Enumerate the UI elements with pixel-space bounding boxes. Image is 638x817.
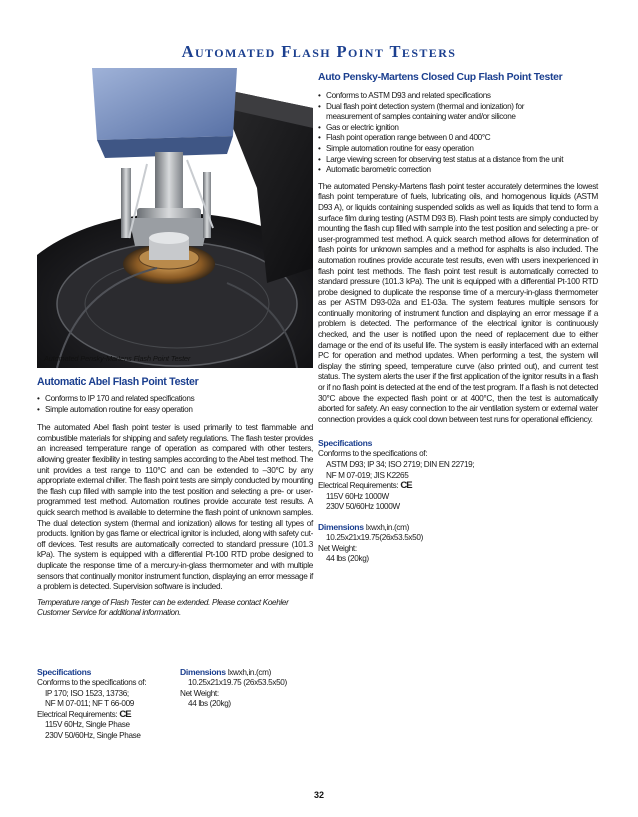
electrical-requirements: [318, 481, 598, 492]
abel-bullet-list: [37, 394, 313, 415]
product-photo: [37, 68, 313, 368]
list-item: • Dual flash point detection system (thermal and ionization) for: [318, 102, 598, 113]
spec-line: 230V 50/60Hz, Single Phase: [45, 730, 141, 740]
dims-value: 10.25x21x19.75 (26x53.5x50): [188, 678, 287, 687]
list-item-continuation: measurement of samples containing water and/or silicone: [326, 112, 516, 122]
abel-dimensions: [180, 667, 320, 710]
pensky-specifications: [318, 438, 598, 513]
spec-line: Conforms to the specifications of:: [318, 449, 428, 459]
spec-line: IP 170; ISO 1523, 13736;: [45, 688, 129, 698]
page-title: Automated Flash Point Testers: [181, 42, 457, 61]
spec-line: 115V 60Hz 1000W: [326, 491, 389, 501]
abel-spec-heading: Specifications: [37, 667, 92, 677]
pensky-spec-heading: Specifications: [318, 438, 373, 449]
spec-line: 230V 50/60Hz 1000W: [326, 502, 400, 512]
dims-unit: lxwxh,in.(cm): [365, 522, 410, 532]
abel-note: Temperature range of Flash Tester can be extended. Please contact Koehler Customer Service for additional information.: [37, 597, 289, 618]
net-weight-label: Net Weight:: [318, 543, 357, 553]
pensky-heading: Auto Pensky-Martens Closed Cup Flash Point Tester: [318, 72, 563, 83]
dims-unit: lxwxh,in.(cm): [227, 668, 272, 677]
spec-line: Conforms to the specifications of:: [37, 678, 147, 687]
pensky-section: [318, 72, 598, 565]
abel-section: [37, 376, 313, 619]
dims-value: 10.25x21x19.75(26x53.5x50): [326, 532, 423, 542]
list-item: • Simple automation routine for easy operation: [37, 405, 313, 416]
spec-line: 115V 60Hz, Single Phase: [45, 720, 130, 730]
net-weight-label: Net Weight:: [180, 688, 219, 698]
list-item: • Conforms to ASTM D93 and related specifications: [318, 91, 598, 102]
dims-heading-label: Dimensions: [180, 667, 226, 677]
photo-caption: Automated Pensky-Martens Flash Point Tester: [44, 354, 191, 363]
ce-mark-icon: CE: [119, 708, 131, 720]
spec-line: NF M 07-011; NF T 66-009: [45, 699, 134, 709]
electrical-label: Electrical Requirements:: [318, 481, 399, 491]
abel-specifications: [37, 667, 177, 742]
page-number: 32: [313, 790, 324, 800]
abel-dims-heading: [180, 667, 320, 678]
pensky-bullet-list: [318, 91, 598, 176]
flash-point-tester-illustration: [37, 68, 313, 368]
spec-line: NF M 07-019; JIS K2265: [326, 470, 409, 480]
list-item: • Large viewing screen for observing test status at a distance from the unit: [318, 155, 598, 166]
electrical-requirements: [37, 710, 177, 721]
list-item: • Automatic barometric correction: [318, 165, 598, 176]
dims-heading-label: Dimensions: [318, 521, 364, 532]
net-weight-value: 44 lbs (20kg): [188, 699, 231, 709]
net-weight-value: 44 lbs (20kg): [326, 554, 369, 564]
list-item: • Flash point operation range between 0 and 400°C: [318, 133, 598, 144]
ce-mark-icon: CE: [400, 480, 412, 492]
list-item: • Conforms to IP 170 and related specifications: [37, 394, 313, 405]
list-item: • Gas or electric ignition: [318, 123, 598, 134]
pensky-dims-heading: [318, 522, 598, 533]
pensky-dimensions: [318, 522, 598, 565]
abel-description: The automated Abel flash point tester is used primarily to test flammable and combustible materials for shipping and safety regulations. The flash tester provides an increased temperature range of operation as compared with other testers, allowing greater flexibility in testing samples according to the Abel test method. The unit provides a test range to 110°C and can be extended to –30°C by any appropriate external chiller. The flash point tests are simply conducted by mounting the flash cup filled with sample into the test position and selecting a pre- or user-programmed test method. Automation routines provide accurate test results. A quick search method is available to determine the flash point of unknown samples. The dual detection system (thermal and ionization) allows for testing all types of products. Ignition by gas flame or electrical ignitor is included, along with safety cut-off devices. Test results are automatically corrected to standard pressure (101.3 kPa). The system is equipped with a differential Pt-100 RTD probe designed to duplicate the response time of a mercury-in-glass thermometer and with multiple sensors that continually monitor instrument function, displaying an error message if a problem is detected. Supervision software is included.: [37, 422, 313, 592]
list-item: • Simple automation routine for easy operation: [318, 144, 598, 155]
abel-heading: Automatic Abel Flash Point Tester: [37, 376, 199, 388]
spec-line: ASTM D93; IP 34; ISO 2719; DIN EN 22719;: [326, 460, 475, 469]
electrical-label: Electrical Requirements:: [37, 709, 118, 719]
pensky-description: The automated Pensky-Martens flash point tester accurately determines the lowest flash point temperature of fuels, lubricating oils, and homogenous liquids (ASTM D93 A), or liquids containing suspended solids as well as liquids that tend to form a surface film during testing (ASTM D93 B). Flash point tests are simply conducted by mounting the flash cup filled with sample into the test position and selecting a pre- or user-programmed test method. A quick search method allows for determination of flash points for unknown samples and a method for asphalts is also included. The automation routines provide accurate test results, even with users inexperienced in flash point test methods. The flash point test result is automatically corrected to standard pressure (101.3 kPa). The unit is equipped with a differential Pt-100 RTD probe designed to duplicate the response time of a mercury-in-glass thermometer as per ASTM D93-02a and E1-03a. The system features multiple sensors for continually monitoring of instrument function and displaying an error message if a problem is detected. The performance of the electrical ignitor is continuously checked, and the user is notified upon the need of replacement due to either damage or the end of its useful life. The system is easily interfaced with an external PC for operation and method updates. When performing a test, the system will display the stirring speed, temperature curve (also printed out), and current test status. The system alerts the user if the first application of the ignitor results in a flash or if no flash point is detected at the end of the test program. If a flash is not detected 30°C above the expected flash point or at 400°C, then the test is automatically aborted for safety. An easy connection to the air ventilation system or external water connection provides a quick cool down between test runs for operational efficiency.: [318, 180, 598, 424]
